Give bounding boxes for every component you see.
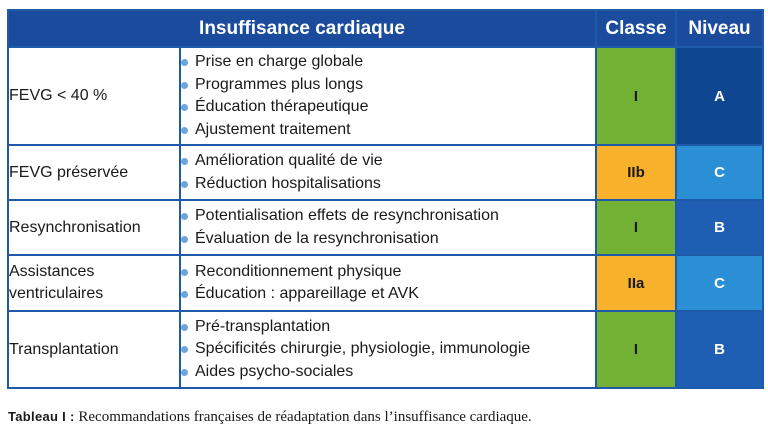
classe-badge: I bbox=[596, 200, 676, 255]
header-classe: Classe bbox=[596, 10, 676, 47]
items-cell bbox=[180, 145, 596, 200]
criterion-cell: FEVG < 40 % bbox=[8, 47, 180, 145]
list-item bbox=[181, 96, 595, 119]
list-item bbox=[181, 173, 595, 196]
niveau-badge: B bbox=[676, 200, 763, 255]
table-header-row bbox=[8, 10, 763, 47]
bullet-dot-icon bbox=[181, 324, 188, 331]
list-item-text: Potentialisation effets de resynchronisation bbox=[195, 207, 499, 224]
list-item-text: Reconditionnement physique bbox=[195, 262, 402, 280]
header-niveau: Niveau bbox=[676, 10, 763, 47]
niveau-badge: B bbox=[676, 311, 763, 388]
list-item-text: Ajustement traitement bbox=[195, 120, 351, 138]
list-item bbox=[181, 51, 595, 74]
caption-text: Recommandations françaises de réadaptation dans l’insuffisance cardiaque. bbox=[74, 409, 532, 425]
classe-badge: I bbox=[596, 311, 676, 388]
caption-label: Tableau I : bbox=[8, 409, 75, 424]
criterion-cell: Resynchronisation bbox=[8, 200, 180, 255]
bullet-dot-icon bbox=[181, 104, 188, 111]
table-row bbox=[8, 47, 763, 145]
table-row bbox=[8, 255, 763, 311]
list-item bbox=[181, 261, 595, 284]
items-list bbox=[181, 150, 595, 195]
recommendations-table bbox=[7, 9, 764, 389]
table-row bbox=[8, 145, 763, 200]
items-cell bbox=[180, 47, 596, 145]
list-item-text: Réduction hospitalisations bbox=[195, 174, 381, 192]
bullet-dot-icon bbox=[181, 269, 188, 276]
bullet-dot-icon bbox=[181, 346, 188, 353]
list-item-text: Éducation thérapeutique bbox=[195, 98, 369, 115]
bullet-dot-icon bbox=[181, 158, 188, 165]
list-item-text: Amélioration qualité de vie bbox=[195, 152, 383, 169]
items-list bbox=[181, 316, 595, 384]
list-item bbox=[181, 316, 595, 339]
items-cell bbox=[180, 200, 596, 255]
niveau-badge: A bbox=[676, 47, 763, 145]
table-row bbox=[8, 200, 763, 255]
list-item bbox=[181, 150, 595, 173]
list-item-text: Éducation : appareillage et AVK bbox=[195, 285, 419, 302]
bullet-dot-icon bbox=[181, 59, 188, 66]
list-item bbox=[181, 74, 595, 97]
bullet-dot-icon bbox=[181, 236, 188, 243]
bullet-dot-icon bbox=[181, 369, 188, 376]
items-list bbox=[181, 51, 595, 141]
bullet-dot-icon bbox=[181, 213, 188, 220]
list-item-text: Prise en charge globale bbox=[195, 53, 364, 70]
criterion-cell: FEVG préservée bbox=[8, 145, 180, 200]
criterion-cell: Transplantation bbox=[8, 311, 180, 388]
list-item bbox=[181, 361, 595, 384]
niveau-badge: C bbox=[676, 255, 763, 311]
list-item-text: Aides psycho-sociales bbox=[195, 362, 354, 380]
classe-badge: I bbox=[596, 47, 676, 145]
list-item bbox=[181, 283, 595, 306]
classe-badge: IIb bbox=[596, 145, 676, 200]
table-row bbox=[8, 311, 763, 388]
classe-badge: IIa bbox=[596, 255, 676, 311]
list-item-text: Programmes plus longs bbox=[195, 75, 364, 93]
bullet-dot-icon bbox=[181, 181, 188, 188]
niveau-badge: C bbox=[676, 145, 763, 200]
header-insuffisance-cardiaque: Insuffisance cardiaque bbox=[8, 10, 596, 47]
items-cell bbox=[180, 255, 596, 311]
list-item bbox=[181, 228, 595, 251]
list-item bbox=[181, 119, 595, 142]
list-item-text: Pré-transplantation bbox=[195, 317, 331, 335]
list-item bbox=[181, 338, 595, 361]
list-item bbox=[181, 205, 595, 228]
criterion-cell: Assistances ventriculaires bbox=[8, 255, 180, 311]
items-cell bbox=[180, 311, 596, 388]
items-list bbox=[181, 261, 595, 306]
items-list bbox=[181, 205, 595, 250]
list-item-text: Évaluation de la resynchronisation bbox=[195, 229, 439, 247]
bullet-dot-icon bbox=[181, 291, 188, 298]
bullet-dot-icon bbox=[181, 127, 188, 134]
list-item-text: Spécificités chirurgie, physiologie, immunologie bbox=[195, 340, 531, 358]
bullet-dot-icon bbox=[181, 82, 188, 89]
table-caption bbox=[8, 409, 532, 426]
